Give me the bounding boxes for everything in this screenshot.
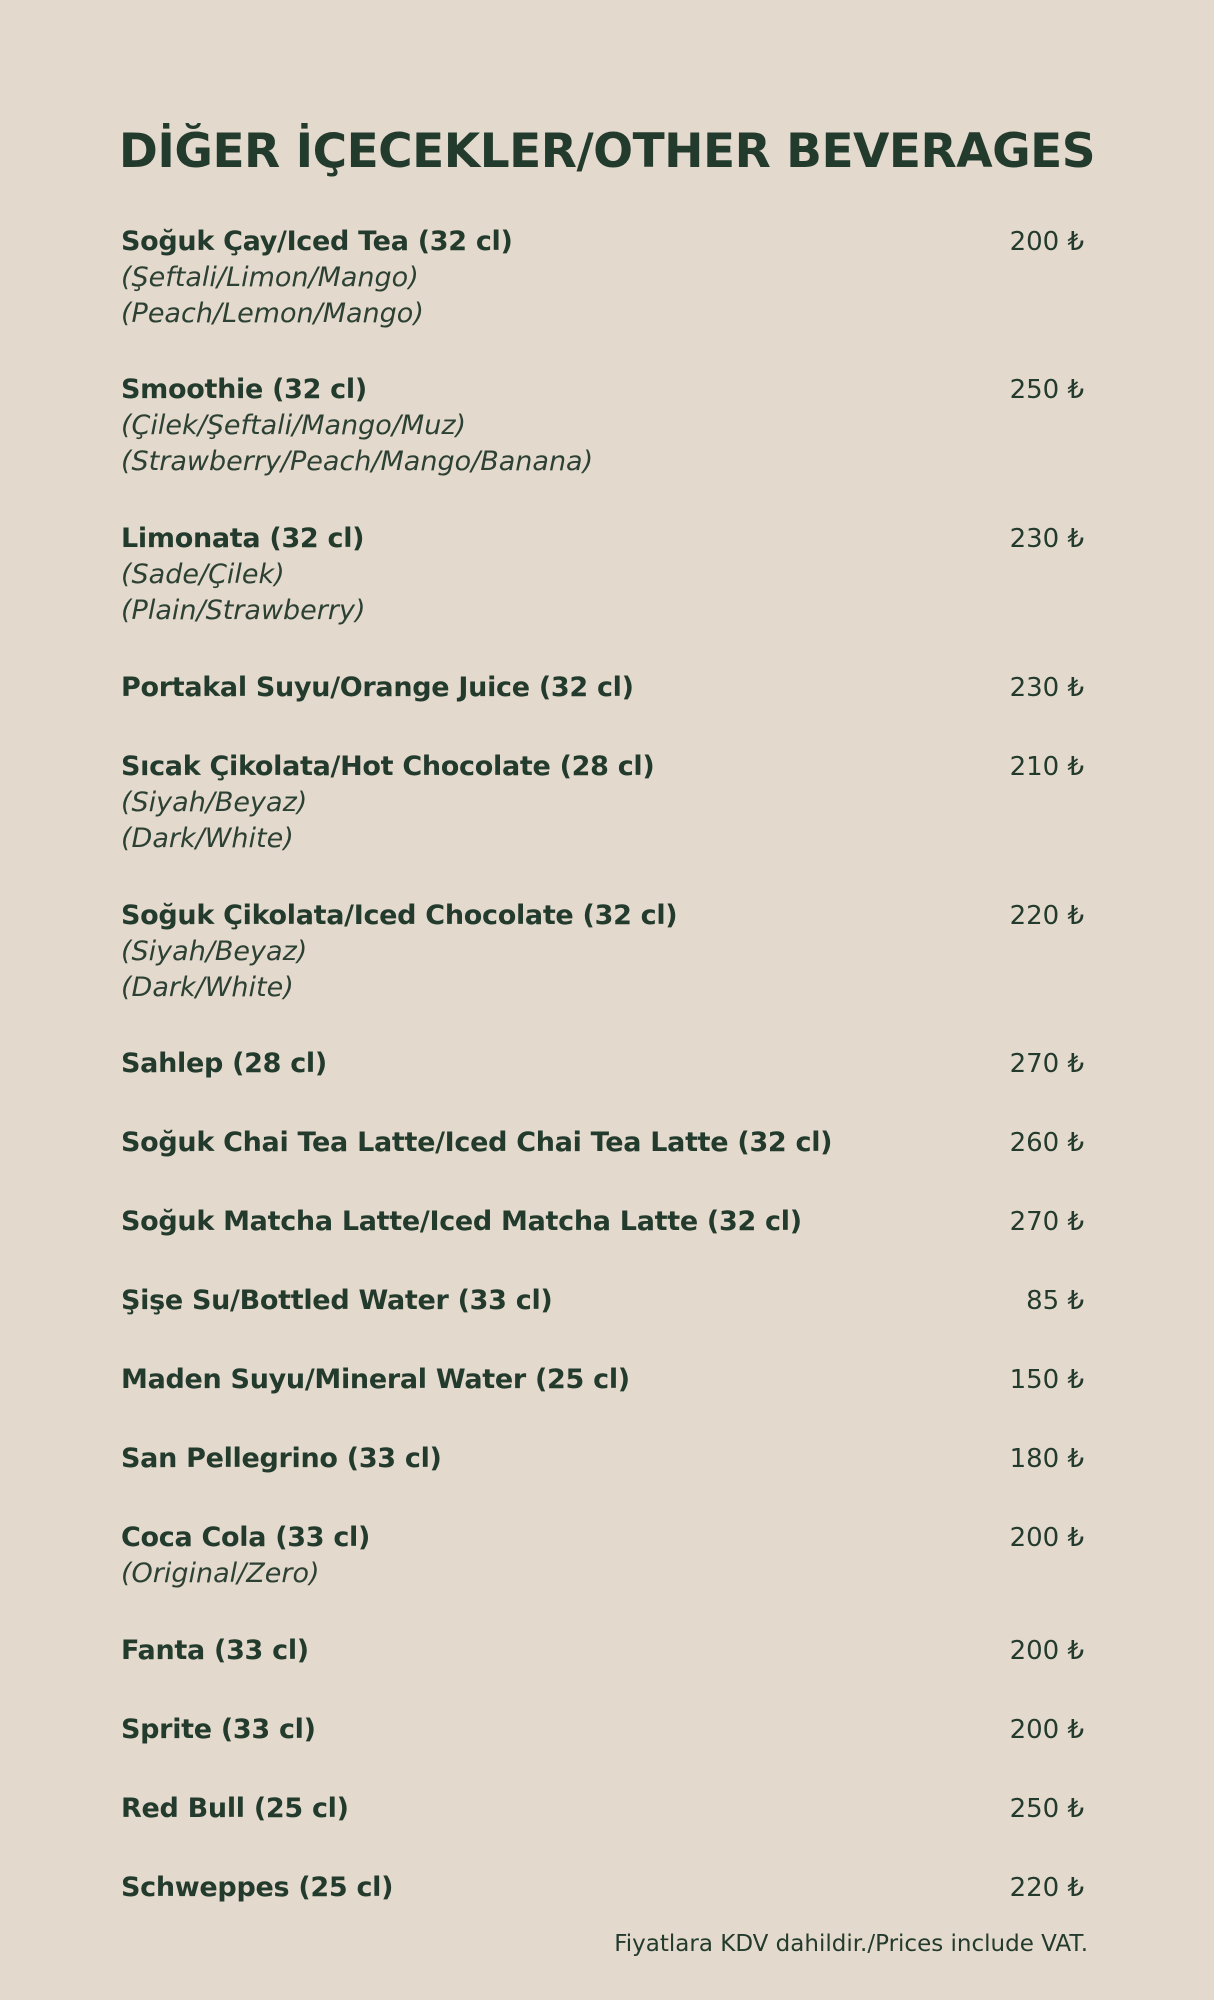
item-name: Soğuk Chai Tea Latte/Iced Chai Tea Latte (32 cl) [121, 1127, 833, 1158]
item-price: 180 ₺ [1009, 1444, 1084, 1474]
item-name: Fanta (33 cl) [121, 1635, 309, 1666]
item-name: Red Bull (25 cl) [121, 1793, 349, 1824]
item-variants-tr: (Siyah/Beyaz) [121, 936, 308, 967]
item-price: 270 ₺ [1009, 1207, 1084, 1237]
menu-title: DİĞER İÇECEKLER/OTHER BEVERAGES [118, 124, 1096, 179]
menu-item [121, 1283, 1084, 1319]
item-name: Limonata (32 cl) [121, 523, 365, 554]
menu-item [121, 1046, 1084, 1082]
item-variants-en: (Peach/Lemon/Mango) [121, 298, 424, 329]
item-name: Soğuk Matcha Latte/Iced Matcha Latte (32 cl) [121, 1206, 802, 1237]
menu-item [121, 1362, 1084, 1398]
item-price: 85 ₺ [1026, 1286, 1084, 1316]
item-variants-tr: (Çilek/Şeftali/Mango/Muz) [121, 410, 467, 441]
item-price: 200 ₺ [1009, 227, 1084, 257]
item-variants-en: (Strawberry/Peach/Mango/Banana) [121, 446, 594, 477]
item-name: Sahlep (28 cl) [121, 1048, 327, 1079]
item-price: 220 ₺ [1009, 901, 1084, 931]
item-name: Smoothie (32 cl) [121, 374, 367, 405]
item-name: Portakal Suyu/Orange Juice (32 cl) [121, 672, 634, 703]
item-variants-en: (Dark/White) [121, 823, 294, 854]
item-name: Soğuk Çay/Iced Tea (32 cl) [121, 226, 513, 257]
menu-item [121, 1870, 1084, 1906]
item-price: 150 ₺ [1009, 1365, 1084, 1395]
menu-item [121, 1520, 1084, 1592]
item-variants-tr: (Siyah/Beyaz) [121, 787, 308, 818]
vat-note: Fiyatlara KDV dahildir./Prices include VAT. [614, 1931, 1088, 1957]
item-price: 220 ₺ [1009, 1873, 1084, 1903]
menu-item [121, 898, 1084, 1006]
menu-item [121, 224, 1084, 332]
item-variants-en: (Plain/Strawberry) [121, 595, 366, 626]
item-price: 200 ₺ [1009, 1715, 1084, 1745]
item-name: San Pellegrino (33 cl) [121, 1443, 442, 1474]
menu-item [121, 1712, 1084, 1748]
menu-item [121, 1791, 1084, 1827]
item-variants-tr: (Sade/Çilek) [121, 559, 285, 590]
menu-item [121, 749, 1084, 857]
menu-item [121, 521, 1084, 629]
item-name: Sprite (33 cl) [121, 1714, 316, 1745]
item-price: 260 ₺ [1009, 1128, 1084, 1158]
menu-item [121, 1125, 1084, 1161]
item-variants: (Original/Zero) [121, 1558, 320, 1589]
menu-item [121, 670, 1084, 706]
menu-item [121, 1441, 1084, 1477]
item-variants-tr: (Şeftali/Limon/Mango) [121, 262, 419, 293]
item-name: Şişe Su/Bottled Water (33 cl) [121, 1285, 553, 1316]
item-price: 250 ₺ [1009, 375, 1084, 405]
item-price: 200 ₺ [1009, 1523, 1084, 1553]
item-price: 200 ₺ [1009, 1636, 1084, 1666]
item-variants-en: (Dark/White) [121, 972, 294, 1003]
item-price: 230 ₺ [1009, 524, 1084, 554]
menu-item [121, 1633, 1084, 1669]
item-name: Sıcak Çikolata/Hot Chocolate (28 cl) [121, 751, 655, 782]
item-name: Soğuk Çikolata/Iced Chocolate (32 cl) [121, 900, 678, 931]
item-price: 210 ₺ [1009, 752, 1084, 782]
item-name: Coca Cola (33 cl) [121, 1522, 371, 1553]
item-price: 230 ₺ [1009, 673, 1084, 703]
item-name: Maden Suyu/Mineral Water (25 cl) [121, 1364, 630, 1395]
item-name: Schweppes (25 cl) [121, 1872, 394, 1903]
item-price: 250 ₺ [1009, 1794, 1084, 1824]
menu-item [121, 1204, 1084, 1240]
item-price: 270 ₺ [1009, 1049, 1084, 1079]
menu-item [121, 372, 1084, 480]
